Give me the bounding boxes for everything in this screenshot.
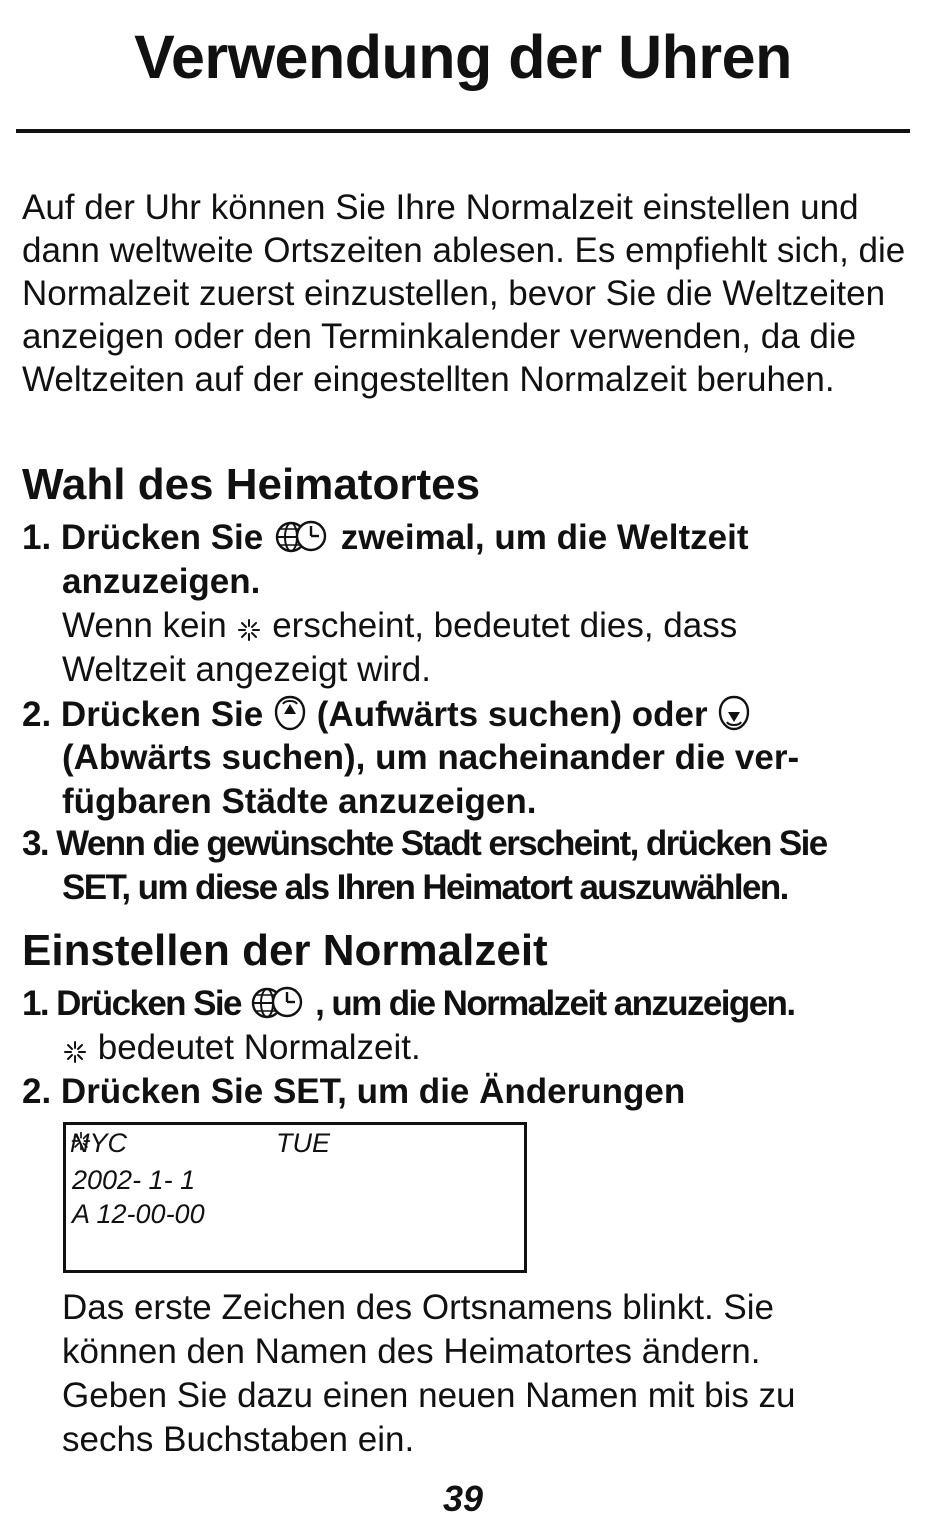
section-heading-home-time: Einstellen der Normalzeit	[22, 926, 548, 975]
s1-step2-line2: (Abwärts suchen), um nacheinander die ver-	[62, 738, 800, 777]
page-number: 39	[442, 1478, 484, 1519]
s2-note-text: bedeutet Normalzeit.	[97, 1028, 421, 1067]
outro-line-2: können den Namen des Heimatortes ändern.	[62, 1332, 761, 1371]
s1-note-text-a: Wenn kein	[62, 606, 227, 645]
s2-note-line	[62, 1028, 421, 1074]
section-heading-home-city: Wahl des Heimatortes	[22, 460, 481, 509]
s1-step1-line1	[22, 518, 748, 564]
s1-step2-line3: fügbaren Städte anzuzeigen.	[62, 782, 537, 821]
search-down-icon	[717, 694, 751, 741]
outro-line-3: Geben Sie dazu einen neuen Namen mit bis zu	[62, 1376, 796, 1415]
s2-step1-text-a: 1. Drücken Sie	[22, 984, 241, 1023]
s1-step1-line2: anzuzeigen.	[62, 562, 261, 601]
lcd-display	[63, 1122, 527, 1273]
s1-step3-line1: 3. Wenn die gewünschte Stadt erscheint, drücken Sie	[22, 824, 827, 863]
s1-step3-line2: SET, um diese als Ihren Heimatort auszuwählen.	[62, 868, 788, 907]
page-title: Verwendung der Uhren	[134, 23, 792, 91]
lcd-city: NYC	[70, 1128, 128, 1158]
s1-step1-text-a: 1. Drücken Sie	[22, 518, 264, 557]
s1-step2-text-b: (Aufwärts suchen) oder	[316, 695, 708, 734]
s1-note-line2: Weltzeit angezeigt wird.	[62, 650, 431, 689]
s2-step2-line: 2. Drücken Sie SET, um die Änderungen	[22, 1072, 686, 1111]
s2-step1-text-b: , um die Normalzeit anzuzeigen.	[315, 984, 795, 1023]
s1-step2-line1	[22, 694, 751, 741]
outro-line-1: Das erste Zeichen des Ortsnamens blinkt. Sie	[62, 1288, 774, 1327]
lcd-day: TUE	[276, 1128, 330, 1158]
s2-step1-line	[22, 984, 794, 1030]
world-clock-icon	[249, 985, 307, 1030]
outro-line-4: sechs Buchstaben ein.	[62, 1420, 415, 1459]
lcd-date: 2002- 1- 1	[72, 1165, 196, 1195]
s1-step1-text-b: zweimal, um die Weltzeit	[340, 518, 749, 557]
home-time-asterisk-icon	[62, 1034, 88, 1074]
title-divider	[16, 129, 910, 133]
world-clock-icon	[273, 519, 331, 564]
s1-step2-text-a: 2. Drücken Sie	[22, 695, 264, 734]
home-time-asterisk-icon	[236, 612, 262, 652]
intro-paragraph: Auf der Uhr können Sie Ihre Normalzeit einstellen und dann weltweite Ortszeiten ablesen. Es empfiehlt sich, die Normalzeit zuerst einzustellen, bevor Sie die Weltzeiten anzeigen oder den Terminkalender verwenden, da die Weltzeiten auf der eingestellten Normalzeit beruhen.	[22, 188, 906, 399]
s1-note-line1	[62, 606, 737, 652]
lcd-time: A 12-00-00	[72, 1199, 205, 1229]
search-up-icon	[273, 694, 307, 741]
s1-note-text-b: erscheint, bedeutet dies, dass	[272, 606, 738, 645]
